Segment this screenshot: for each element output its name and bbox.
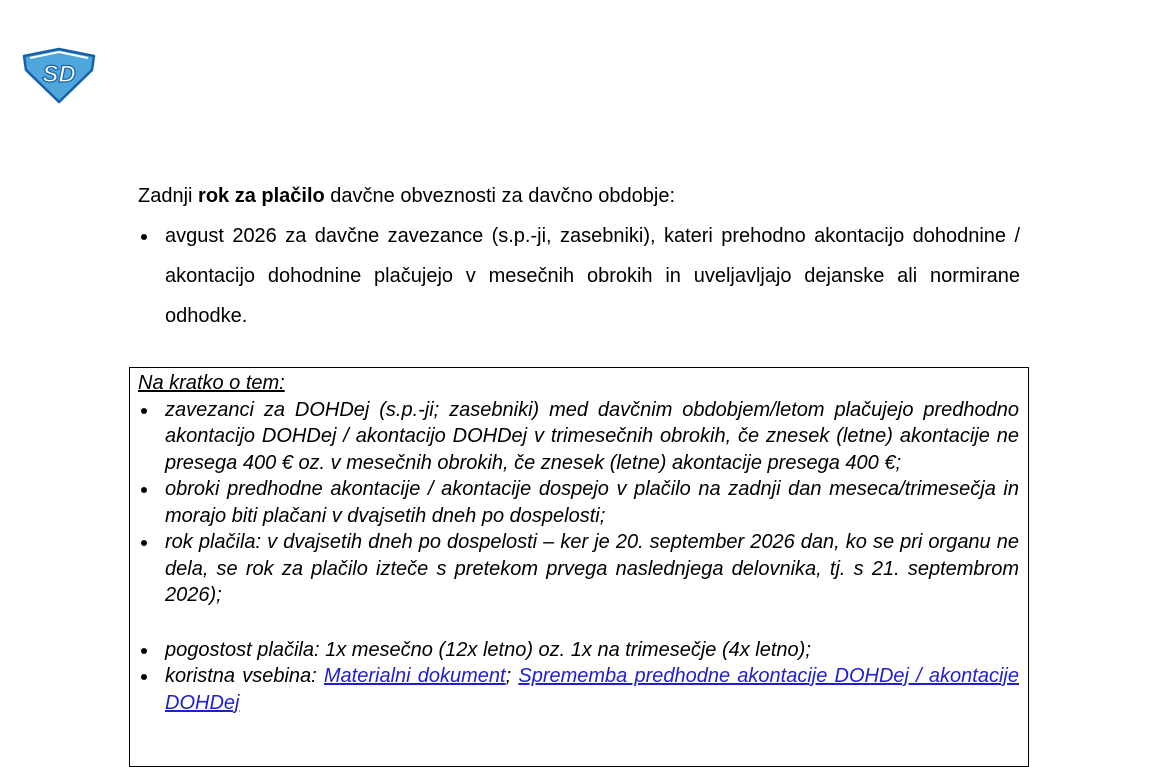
useful-label: koristna vsebina: (165, 665, 324, 687)
sd-logo-letters: SD (42, 61, 76, 88)
intro-bullet: avgust 2026 za davčne zavezance (s.p.-ji, zasebniki), kateri prehodno akontacijo dohodnine / akontacijo dohodnine plačujejo v mesečnih obrokih in uveljavljajo dejanske ali normirane odhodke. (138, 216, 1020, 336)
summary-item-useful (138, 663, 1019, 716)
summary-item-installments: obroki predhodne akontacije / akontacije dospejo v plačilo na zadnji dan meseca/trimesečja in morajo biti plačani v dvajsetih dneh po dospelosti; (138, 476, 1019, 529)
sd-logo (22, 46, 96, 104)
intro-section (138, 176, 1020, 336)
summary-box (129, 367, 1029, 767)
summary-item-deadline: rok plačila: v dvajsetih dneh po dospelosti – ker je 20. september 2026 dan, ko se pri organu ne dela, se rok za plačilo izteče s pretekom prvega naslednjega delovnika, tj. s 21. septembrom 2026); (138, 529, 1019, 609)
intro-pre: Zadnji (138, 185, 199, 207)
sd-logo-icon (22, 46, 96, 104)
advance-change-link[interactable]: Sprememba predhodne akontacije DOHDej / akontacije DOHDej (165, 665, 1019, 714)
summary-list (138, 397, 1019, 717)
intro-paragraph (138, 176, 1020, 216)
summary-item-frequency: pogostost plačila: 1x mesečno (12x letno) oz. 1x na trimesečje (4x letno); (138, 637, 1019, 664)
useful-separator: ; (505, 665, 519, 687)
intro-post: davčne obveznosti za davčno obdobje: (324, 185, 675, 207)
material-document-link[interactable]: Materialni dokument (323, 665, 506, 687)
intro-bold: rok za plačilo (198, 185, 325, 207)
summary-box-title: Na kratko o tem: (138, 372, 285, 394)
intro-list (138, 216, 1020, 336)
summary-item-taxpayers: zavezanci za DOHDej (s.p.-ji; zasebniki) med davčnim obdobjem/letom plačujejo predhodno akontacijo DOHDej / akontacijo DOHDej v trimesečnih obrokih, če znesek (letne) akontacije ne presega 400 € oz. v mesečnih obrokih, če znesek (letne) akontacije presega 400 €; (138, 397, 1019, 477)
